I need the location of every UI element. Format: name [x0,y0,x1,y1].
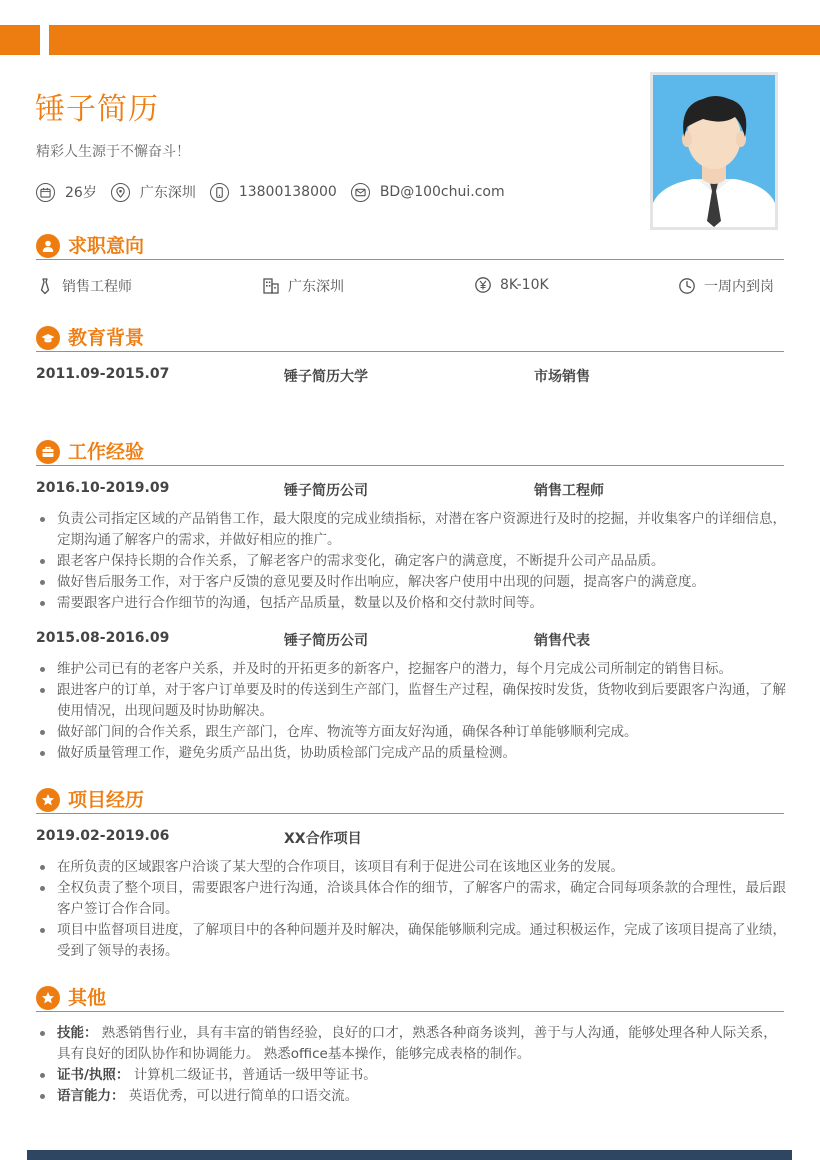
list-item [36,1065,786,1086]
mail-icon [351,183,370,202]
intent-city [262,276,344,296]
work-entry-period: 2015.08-2016.09 [36,630,170,646]
work-entry-period: 2016.10-2019.09 [36,480,170,496]
section-project-title: 项目经历 [68,789,145,811]
work-entry-1-duties [36,509,786,614]
section-education-header [36,326,784,352]
star-icon [36,986,60,1010]
info-email-text: BD@100chui.com [379,184,505,200]
resume-name: 锤子简历 [35,92,159,127]
phone-icon [210,183,229,202]
project-period: 2019.02-2019.06 [36,828,170,844]
list-item: 需要跟客户进行合作细节的沟通，包括产品质量，数量以及价格和交付款时间等。 [36,593,786,614]
graduation-cap-icon [36,326,60,350]
list-item: 全权负责了整个项目，需要跟客户进行沟通，洽谈具体合作的细节，了解客户的需求，确定合同每项条款的合理性，最后跟客户签订合作合同。 [36,878,786,920]
work-entry-2-duties [36,659,786,764]
work-entry-title: 销售代表 [534,633,590,649]
list-item: 跟进客户的订单，对于客户订单要及时的传送到生产部门，监督生产过程，确保按时发货，货物收到后要跟客户沟通，了解使用情况，出现问题及时协助解决。 [36,680,786,722]
list-item: 维护公司已有的老客户关系，并及时的开拓更多的新客户，挖掘客户的潜力，每个月完成公司所制定的销售目标。 [36,659,786,680]
section-work-title: 工作经验 [68,441,145,463]
location-pin-icon [111,183,130,202]
calendar-icon [36,183,55,202]
profile-photo [650,72,778,230]
intent-city-text: 广东深圳 [288,279,344,295]
section-intent-title: 求职意向 [68,235,145,257]
language-label: 语言能力： [57,1088,125,1104]
job-intent-row [36,276,784,296]
briefcase-icon [36,440,60,464]
star-icon [36,788,60,812]
top-accent-block [0,25,40,55]
section-intent-header [36,234,784,260]
resume-motto: 精彩人生源于不懈奋斗！ [36,144,190,160]
work-entry-company: 锤子简历公司 [284,633,368,649]
education-entry [36,366,784,386]
other-details [36,1023,786,1107]
project-name: XX合作项目 [284,831,362,847]
list-item: 在所负责的区域跟客户洽谈了某大型的合作项目，该项目有利于促进公司在该地区业务的发展。 [36,857,786,878]
intent-availability-text: 一周内到岗 [704,279,774,295]
language-text: 英语优秀，可以进行简单的口语交流。 [128,1088,359,1104]
education-period: 2011.09-2015.07 [36,366,170,382]
work-entry-2-header [36,630,784,650]
clock-icon [678,277,696,295]
tie-icon [36,277,54,295]
work-entry-company: 锤子简历公司 [284,483,368,499]
section-work-header [36,440,784,466]
list-item: 跟老客户保持长期的合作关系，了解老客户的需求变化，确定客户的满意度，不断提升公司产品品质。 [36,551,786,572]
building-icon [262,277,280,295]
list-item: 负责公司指定区域的产品销售工作，最大限度的完成业绩指标，对潜在客户资源进行及时的挖掘，并收集客户的详细信息，定期沟通了解客户的需求，并做好相应的推广。 [36,509,786,551]
info-location-text: 广东深圳 [139,185,196,201]
intent-salary [474,276,549,294]
user-icon [36,234,60,258]
certificate-text: 计算机二级证书，普通话一级甲等证书。 [133,1067,377,1083]
section-education-title: 教育背景 [68,327,145,349]
personal-info-row [36,182,519,202]
top-accent-bar [49,25,820,55]
list-item: 做好部门间的合作关系，跟生产部门，仓库、物流等方面友好沟通，确保各种订单能够顺利完成。 [36,722,786,743]
section-project-header [36,788,784,814]
intent-availability [678,276,774,296]
intent-salary-text: 8K-10K [500,277,549,293]
certificate-label: 证书/执照： [57,1067,130,1083]
intent-position [36,276,132,296]
info-phone [210,183,337,202]
project-entry-header [36,828,784,848]
list-item [36,1086,786,1107]
work-entry-1-header [36,480,784,500]
list-item: 项目中监督项目进度，了解项目中的各种问题并及时解决，确保能够顺利完成。通过积极运作，完成了该项目提高了业绩，受到了领导的表扬。 [36,920,786,962]
info-age [36,182,97,202]
list-item: 做好售后服务工作，对于客户反馈的意见要及时作出响应，解决客户使用中出现的问题，提高客户的满意度。 [36,572,786,593]
work-entry-title: 销售工程师 [534,483,604,499]
skill-label: 技能： [57,1025,98,1041]
skill-text: 熟悉销售行业，具有丰富的销售经验，良好的口才，熟悉各种商务谈判，善于与人沟通，能够处理各种人际关系，具有良好的团队协作和协调能力。 熟悉office基本操作，能够完成表格的制作。 [57,1025,777,1062]
footer-bar [27,1150,792,1160]
info-phone-text: 13800138000 [238,184,337,200]
project-duties [36,857,786,962]
info-age-text: 26岁 [65,185,97,201]
list-item [36,1023,786,1065]
section-other-title: 其他 [68,987,107,1009]
list-item: 做好质量管理工作，避免劣质产品出货，协助质检部门完成产品的质量检测。 [36,743,786,764]
info-location [111,182,196,202]
education-school: 锤子简历大学 [284,369,368,385]
yuan-coin-icon [474,276,492,294]
intent-position-text: 销售工程师 [62,279,132,295]
section-other-header [36,986,784,1012]
info-email [351,183,505,202]
education-major: 市场销售 [534,369,590,385]
